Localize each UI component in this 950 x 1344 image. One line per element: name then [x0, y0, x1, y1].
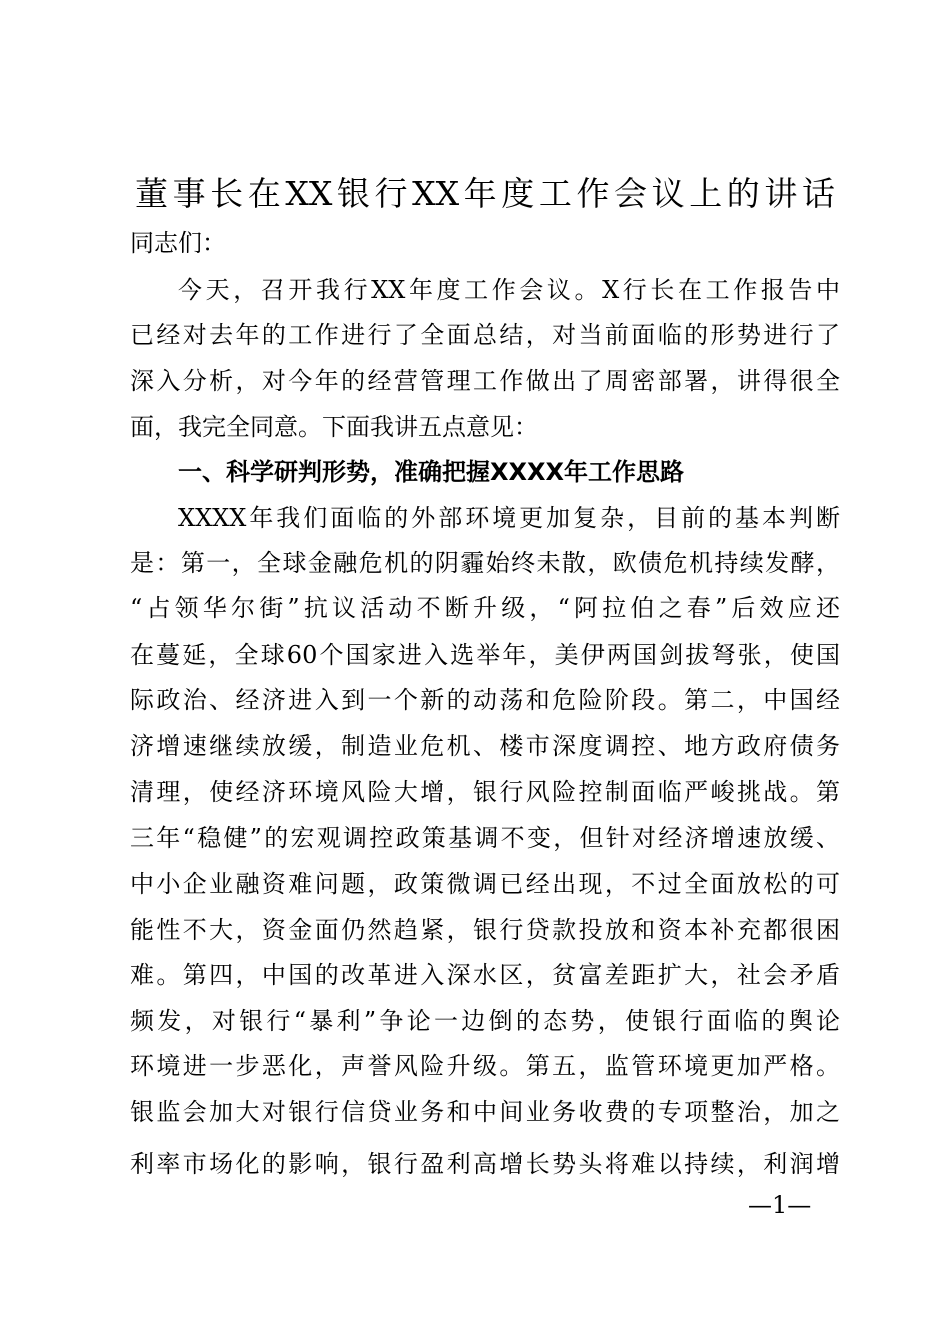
paragraph-line: 济增速继续放缓，制造业危机、楼市深度调控、地方政府债务 — [130, 732, 840, 760]
paragraph-line: 能性不大，资金面仍然趋紧，银行贷款投放和资本补充都很困 — [130, 916, 840, 944]
salutation: 同志们： — [130, 229, 226, 257]
paragraph-line: 深入分析，对今年的经营管理工作做出了周密部署，讲得很全 — [130, 367, 840, 395]
paragraph-line: 频发，对银行“暴利”争论一边倒的态势，使银行面临的舆论 — [130, 1007, 840, 1035]
paragraph-line: 利率市场化的影响，银行盈利高增长势头将难以持续，利润增 — [130, 1150, 840, 1178]
paragraph-line: 银监会加大对银行信贷业务和中间业务收费的专项整治，加之 — [130, 1098, 840, 1126]
paragraph-line: 环境进一步恶化，声誉风险升级。第五，监管环境更加严格。 — [130, 1052, 840, 1080]
paragraph-line: XXXX年我们面临的外部环境更加复杂，目前的基本判断 — [178, 504, 840, 532]
section-heading: 一、科学研判形势，准确把握XXXX年工作思路 — [178, 458, 685, 486]
paragraph-line: 在蔓延，全球60个国家进入选举年，美伊两国剑拔弩张，使国 — [130, 641, 840, 669]
paragraph-line: 已经对去年的工作进行了全面总结，对当前面临的形势进行了 — [130, 321, 840, 349]
paragraph-line: “占领华尔街”抗议活动不断升级，“阿拉伯之春”后效应还 — [130, 594, 840, 622]
paragraph-line: 际政治、经济进入到一个新的动荡和危险阶段。第二，中国经 — [130, 686, 840, 714]
document-title: 董事长在XX银行XX年度工作会议上的讲话 — [135, 174, 835, 213]
paragraph-line: 今天，召开我行XX年度工作会议。X行长在工作报告中 — [178, 276, 840, 304]
paragraph-line: 难。第四，中国的改革进入深水区，贫富差距扩大，社会矛盾 — [130, 961, 840, 989]
paragraph-line: 面，我完全同意。下面我讲五点意见： — [130, 413, 538, 441]
page-number: —1— — [748, 1191, 812, 1219]
paragraph-line: 清理，使经济环境风险大增，银行风险控制面临严峻挑战。第 — [130, 778, 840, 806]
paragraph-line: 中小企业融资难问题，政策微调已经出现，不过全面放松的可 — [130, 870, 840, 898]
paragraph-line: 三年“稳健”的宏观调控政策基调不变，但针对经济增速放缓、 — [130, 824, 840, 852]
paragraph-line: 是：第一，全球金融危机的阴霾始终未散，欧债危机持续发酵， — [130, 549, 840, 577]
